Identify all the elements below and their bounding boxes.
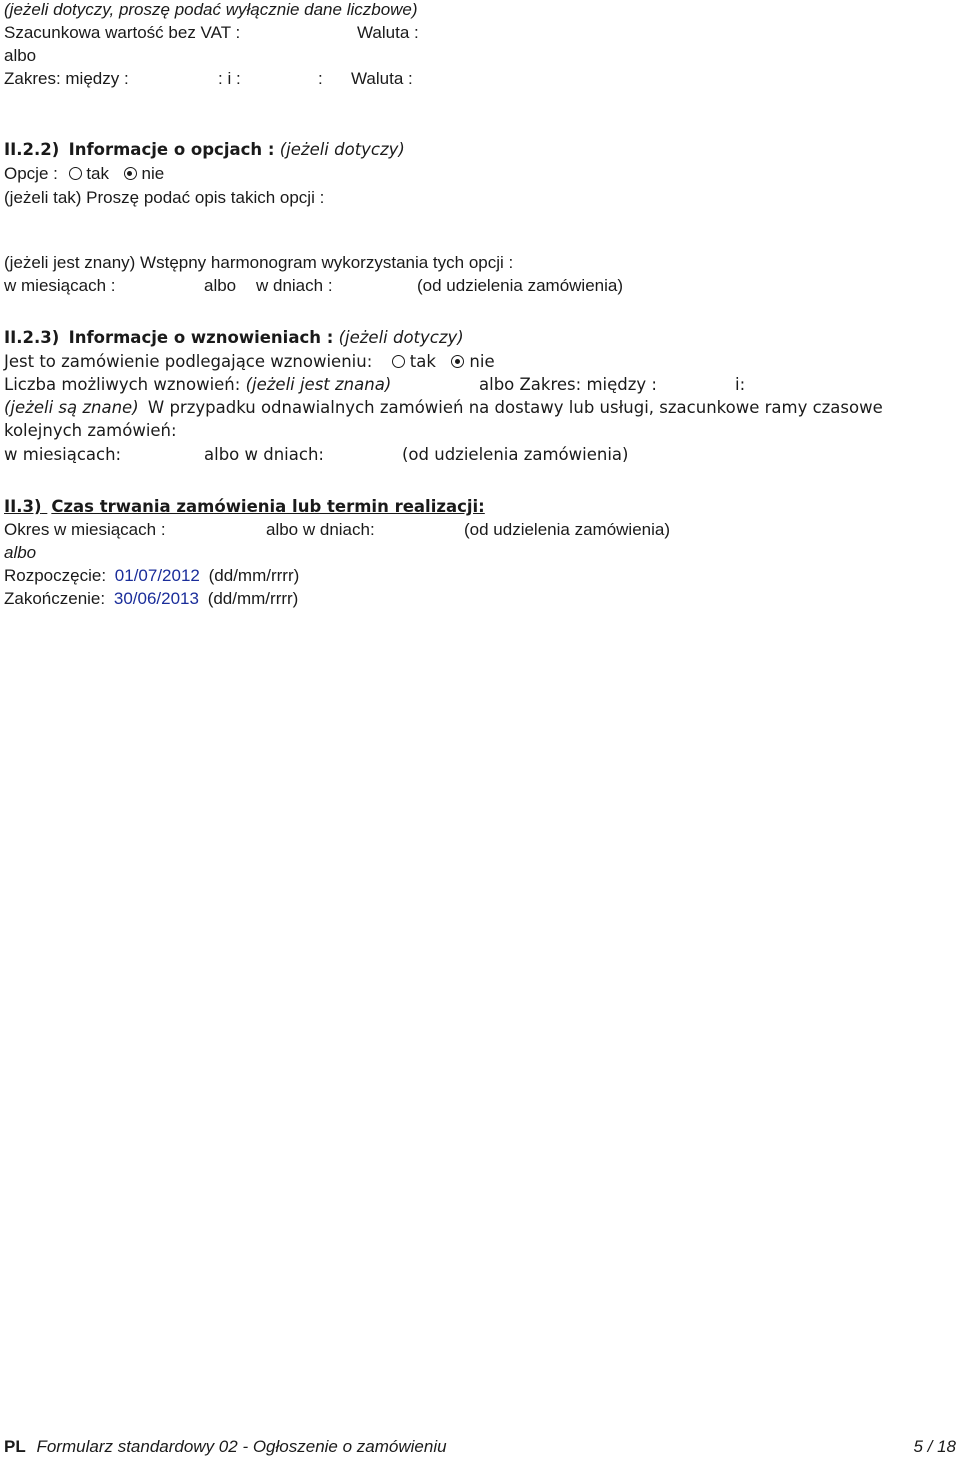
value-note: (jeżeli dotyczy, proszę podać wyłącznie dane liczbowe) [4,0,418,19]
start-date: 01/07/2012 [114,566,200,585]
options-no-radio[interactable] [124,167,137,180]
albo-text: albo [4,46,37,65]
range-and-label: : i : [218,69,241,88]
options-yes-radio[interactable] [69,167,82,180]
renewals-timeframe-text-2: kolejnych zamówień: [4,421,177,440]
renewals-count-label: Liczba możliwych wznowień: [4,375,241,394]
options-heading-num: II.2.2) [4,140,60,159]
options-row [4,164,164,184]
end-date: 30/06/2013 [113,589,199,608]
renewals-subject-label: Jest to zamówienie podlegające wznowieniu: [4,352,373,371]
currency-label-2: Waluta : [351,69,413,88]
renewals-i-label: i: [735,375,746,394]
page-footer [4,1437,447,1457]
renewals-count-note: (jeżeli jest znana) [245,375,392,394]
footer-page-number: 5 / 18 [913,1437,956,1456]
range-label: Zakres: między : [4,69,129,88]
options-schedule-label: (jeżeli jest znany) Wstępny harmonogram wykorzystania tych opcji : [4,253,514,272]
start-label: Rozpoczęcie: [4,566,107,585]
options-label: Opcje : [4,164,58,183]
options-desc-label: (jeżeli tak) Proszę podać opis takich opcji : [4,188,325,207]
renewals-heading-text: Informacje o wznowieniach : [68,328,334,347]
renewals-count-row [4,375,391,395]
end-date-format: (dd/mm/rrrr) [207,589,299,608]
options-no-label: nie [141,164,165,183]
range-colon: : [318,69,323,88]
renewals-heading [4,328,464,348]
duration-heading-num: II.3) [4,497,42,516]
options-albo: albo [204,276,237,295]
renewals-no-radio[interactable] [451,355,464,368]
currency-label: Waluta : [357,23,419,42]
estimated-value-label: Szacunkowa wartość bez VAT : [4,23,241,42]
renewals-timeframe-row [4,398,883,418]
end-label: Zakończenie: [4,589,106,608]
end-row [4,589,298,609]
renewals-months-label: w miesiącach: [4,445,122,464]
duration-from-award: (od udzielenia zamówienia) [464,520,671,539]
renewals-yes-radio[interactable] [392,355,405,368]
start-date-format: (dd/mm/rrrr) [208,566,300,585]
start-row [4,566,299,586]
duration-albo: albo [4,543,37,562]
options-days-label: w dniach : [256,276,333,295]
renewals-from-award: (od udzielenia zamówienia) [402,445,629,464]
renewals-timeframe-text: W przypadku odnawialnych zamówień na dostawy lub usługi, szacunkowe ramy czasowe [147,398,883,417]
footer-form-name: Formularz standardowy 02 - Ogłoszenie o zamówieniu [36,1437,447,1456]
renewals-subject-row [4,352,495,372]
duration-heading-text: Czas trwania zamówienia lub termin realizacji: [51,497,485,516]
renewals-no-label: nie [469,352,495,371]
footer-lang: PL [4,1437,26,1456]
renewals-albo-days: albo w dniach: [204,445,324,464]
options-heading-note: (jeżeli dotyczy) [279,140,405,159]
renewals-heading-num: II.2.3) [4,328,60,347]
options-heading-text: Informacje o opcjach : [68,140,275,159]
renewals-yes-label: tak [409,352,436,371]
duration-heading [4,497,485,517]
options-yes-label: tak [86,164,110,183]
options-heading [4,140,405,160]
duration-albo-days: albo w dniach: [266,520,375,539]
options-months-label: w miesiącach : [4,276,116,295]
renewals-albo-range: albo Zakres: między : [479,375,657,394]
duration-period-label: Okres w miesiącach : [4,520,166,539]
options-from-award: (od udzielenia zamówienia) [417,276,624,295]
renewals-heading-note: (jeżeli dotyczy) [338,328,464,347]
renewals-known-note: (jeżeli są znane) [4,398,139,417]
